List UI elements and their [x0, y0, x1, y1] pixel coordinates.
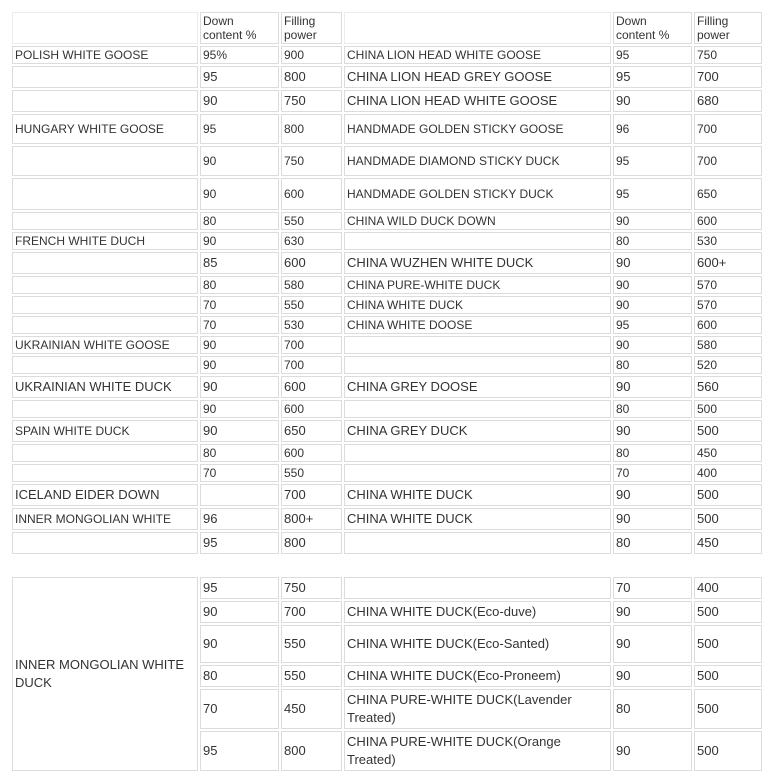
product-origin-cell: ICELAND EIDER DOWN: [12, 484, 198, 506]
china-filling-power-cell: 500: [694, 665, 762, 687]
china-product-cell: [344, 336, 611, 354]
filling-power-cell: 800+: [281, 508, 342, 530]
china-filling-power-cell: 700: [694, 114, 762, 144]
table-row: [12, 146, 762, 176]
down-content-cell: 70: [200, 316, 279, 334]
header-filling-power: Filling power: [281, 12, 342, 44]
down-content-cell: 80: [200, 212, 279, 230]
china-filling-power-cell: 600+: [694, 252, 762, 274]
china-filling-power-cell: 530: [694, 232, 762, 250]
product-origin-cell: [12, 90, 198, 112]
product-origin-cell: [12, 532, 198, 554]
filling-power-cell: 580: [281, 276, 342, 294]
china-down-content-cell: 90: [613, 336, 692, 354]
product-origin-cell: [12, 146, 198, 176]
china-product-cell: CHINA WILD DUCK DOWN: [344, 212, 611, 230]
china-product-cell: [344, 577, 611, 599]
china-down-content-cell: 90: [613, 731, 692, 771]
china-filling-power-cell: 500: [694, 400, 762, 418]
filling-power-cell: 600: [281, 444, 342, 462]
china-down-content-cell: 80: [613, 356, 692, 374]
china-filling-power-cell: 560: [694, 376, 762, 398]
table-row: [12, 376, 762, 398]
down-content-table: [10, 10, 764, 556]
china-product-cell: [344, 356, 611, 374]
filling-power-cell: 550: [281, 296, 342, 314]
china-product-cell: [344, 400, 611, 418]
china-down-content-cell: 90: [613, 90, 692, 112]
header-empty-cell: [12, 12, 198, 44]
china-product-cell: CHINA LION HEAD WHITE GOOSE: [344, 90, 611, 112]
down-content-cell: 95: [200, 577, 279, 599]
product-origin-cell: [12, 400, 198, 418]
china-filling-power-cell: 450: [694, 444, 762, 462]
filling-power-cell: 750: [281, 90, 342, 112]
filling-power-cell: 550: [281, 665, 342, 687]
china-down-content-cell: 95: [613, 178, 692, 210]
down-content-cell: 90: [200, 336, 279, 354]
china-filling-power-cell: 500: [694, 484, 762, 506]
table-row: [12, 232, 762, 250]
china-product-cell: CHINA GREY DUCK: [344, 420, 611, 442]
filling-power-cell: 750: [281, 577, 342, 599]
china-filling-power-cell: 680: [694, 90, 762, 112]
down-content-cell: 80: [200, 444, 279, 462]
china-filling-power-cell: 520: [694, 356, 762, 374]
china-filling-power-cell: 500: [694, 601, 762, 623]
china-filling-power-cell: 500: [694, 508, 762, 530]
china-product-cell: CHINA WHITE DUCK(Eco-duve): [344, 601, 611, 623]
filling-power-cell: 650: [281, 420, 342, 442]
china-down-content-cell: 90: [613, 296, 692, 314]
down-content-cell: 70: [200, 296, 279, 314]
china-product-cell: CHINA LION HEAD WHITE GOOSE: [344, 46, 611, 64]
product-origin-cell: UKRAINIAN WHITE DUCK: [12, 376, 198, 398]
china-down-content-cell: 70: [613, 577, 692, 599]
china-filling-power-cell: 600: [694, 212, 762, 230]
table-row: [12, 420, 762, 442]
down-content-cell: 90: [200, 420, 279, 442]
china-filling-power-cell: 700: [694, 146, 762, 176]
down-content-cell: 95: [200, 66, 279, 88]
china-filling-power-cell: 570: [694, 276, 762, 294]
down-content-cell: 90: [200, 376, 279, 398]
china-product-cell: CHINA WHITE DUCK: [344, 508, 611, 530]
china-product-cell: CHINA WHITE DUCK: [344, 484, 611, 506]
china-filling-power-cell: 500: [694, 689, 762, 729]
china-down-content-cell: 90: [613, 508, 692, 530]
filling-power-cell: 600: [281, 376, 342, 398]
china-product-cell: CHINA WHITE DOOSE: [344, 316, 611, 334]
china-product-cell: [344, 532, 611, 554]
filling-power-cell: 450: [281, 689, 342, 729]
table-row: [12, 508, 762, 530]
china-product-cell: [344, 464, 611, 482]
down-content-cell: [200, 484, 279, 506]
china-down-content-cell: 90: [613, 484, 692, 506]
down-content-cell: 90: [200, 400, 279, 418]
table-row: [12, 464, 762, 482]
china-product-cell: HANDMADE DIAMOND STICKY DUCK: [344, 146, 611, 176]
down-content-cell: 70: [200, 689, 279, 729]
china-down-content-cell: 90: [613, 252, 692, 274]
filling-power-cell: 700: [281, 356, 342, 374]
filling-power-cell: 800: [281, 66, 342, 88]
china-filling-power-cell: 750: [694, 46, 762, 64]
product-origin-cell: [12, 316, 198, 334]
header-row: [12, 12, 762, 44]
china-filling-power-cell: 650: [694, 178, 762, 210]
filling-power-cell: 550: [281, 464, 342, 482]
down-content-cell: 95: [200, 532, 279, 554]
filling-power-cell: 800: [281, 532, 342, 554]
product-origin-cell: SPAIN WHITE DUCK: [12, 420, 198, 442]
table-row: [12, 444, 762, 462]
china-filling-power-cell: 600: [694, 316, 762, 334]
table-row: [12, 178, 762, 210]
china-down-content-cell: 95: [613, 146, 692, 176]
table-row: [12, 316, 762, 334]
china-down-content-cell: 90: [613, 665, 692, 687]
china-down-content-cell: 95: [613, 46, 692, 64]
product-origin-cell: POLISH WHITE GOOSE: [12, 46, 198, 64]
table-row: [12, 400, 762, 418]
table-row: [12, 46, 762, 64]
china-product-cell: CHINA WHITE DUCK(Eco-Proneem): [344, 665, 611, 687]
filling-power-cell: 700: [281, 336, 342, 354]
product-origin-cell: [12, 252, 198, 274]
china-product-cell: CHINA WHITE DUCK: [344, 296, 611, 314]
table-row: [12, 66, 762, 88]
china-product-cell: [344, 232, 611, 250]
product-origin-cell: HUNGARY WHITE GOOSE: [12, 114, 198, 144]
product-origin-cell: [12, 212, 198, 230]
china-product-cell: CHINA PURE-WHITE DUCK(Lavender Treated): [344, 689, 611, 729]
filling-power-cell: 630: [281, 232, 342, 250]
china-product-cell: CHINA WHITE DUCK(Eco-Santed): [344, 625, 611, 663]
table-row: [12, 212, 762, 230]
down-content-cell: 90: [200, 356, 279, 374]
china-product-cell: CHINA WUZHEN WHITE DUCK: [344, 252, 611, 274]
down-content-cell: 90: [200, 90, 279, 112]
table-row: [12, 114, 762, 144]
header-filling-power: Filling power: [694, 12, 762, 44]
table-row: [12, 336, 762, 354]
table-row: [12, 577, 762, 599]
down-content-cell: 96: [200, 508, 279, 530]
product-origin-cell: [12, 464, 198, 482]
china-filling-power-cell: 500: [694, 420, 762, 442]
china-product-cell: CHINA PURE-WHITE DUCK(Orange Treated): [344, 731, 611, 771]
product-origin-cell: [12, 178, 198, 210]
china-down-content-cell: 80: [613, 689, 692, 729]
china-product-cell: HANDMADE GOLDEN STICKY GOOSE: [344, 114, 611, 144]
china-product-cell: CHINA PURE-WHITE DUCK: [344, 276, 611, 294]
china-filling-power-cell: 450: [694, 532, 762, 554]
china-down-content-cell: 90: [613, 276, 692, 294]
china-product-cell: CHINA GREY DOOSE: [344, 376, 611, 398]
product-origin-cell: [12, 66, 198, 88]
down-content-cell: 95%: [200, 46, 279, 64]
china-down-content-cell: 95: [613, 66, 692, 88]
header-down-content: Down content %: [613, 12, 692, 44]
down-content-cell: 90: [200, 601, 279, 623]
china-down-content-cell: 90: [613, 420, 692, 442]
table-row: [12, 252, 762, 274]
header-empty-cell: [344, 12, 611, 44]
table-row: [12, 276, 762, 294]
china-filling-power-cell: 580: [694, 336, 762, 354]
down-content-cell: 90: [200, 178, 279, 210]
filling-power-cell: 550: [281, 212, 342, 230]
filling-power-cell: 700: [281, 484, 342, 506]
filling-power-cell: 700: [281, 601, 342, 623]
china-down-content-cell: 90: [613, 601, 692, 623]
china-down-content-cell: 80: [613, 232, 692, 250]
china-filling-power-cell: 400: [694, 577, 762, 599]
china-product-cell: [344, 444, 611, 462]
table-row: [12, 532, 762, 554]
china-down-content-cell: 80: [613, 400, 692, 418]
china-down-content-cell: 80: [613, 444, 692, 462]
table-row: [12, 484, 762, 506]
down-content-cell: 95: [200, 114, 279, 144]
product-origin-cell: [12, 276, 198, 294]
china-filling-power-cell: 500: [694, 731, 762, 771]
china-down-content-cell: 90: [613, 376, 692, 398]
down-content-cell: 80: [200, 665, 279, 687]
china-filling-power-cell: 500: [694, 625, 762, 663]
china-down-content-cell: 95: [613, 316, 692, 334]
product-origin-cell: FRENCH WHITE DUCH: [12, 232, 198, 250]
down-content-cell: 85: [200, 252, 279, 274]
filling-power-cell: 600: [281, 400, 342, 418]
down-content-cell: 80: [200, 276, 279, 294]
down-content-cell: 90: [200, 146, 279, 176]
header-down-content: Down content %: [200, 12, 279, 44]
down-content-cell: 90: [200, 232, 279, 250]
filling-power-cell: 800: [281, 114, 342, 144]
china-filling-power-cell: 400: [694, 464, 762, 482]
china-down-content-cell: 96: [613, 114, 692, 144]
filling-power-cell: 550: [281, 625, 342, 663]
china-filling-power-cell: 570: [694, 296, 762, 314]
china-down-content-cell: 70: [613, 464, 692, 482]
product-origin-cell: [12, 296, 198, 314]
china-down-content-cell: 80: [613, 532, 692, 554]
product-origin-cell: INNER MONGOLIAN WHITE: [12, 508, 198, 530]
table-row: [12, 356, 762, 374]
product-origin-cell: [12, 444, 198, 462]
filling-power-cell: 530: [281, 316, 342, 334]
table-row: [12, 296, 762, 314]
down-content-cell: 95: [200, 731, 279, 771]
filling-power-cell: 600: [281, 178, 342, 210]
filling-power-cell: 600: [281, 252, 342, 274]
china-product-cell: CHINA LION HEAD GREY GOOSE: [344, 66, 611, 88]
china-down-content-cell: 90: [613, 625, 692, 663]
table-row: [12, 90, 762, 112]
treated-down-table: [10, 575, 764, 773]
down-content-cell: 70: [200, 464, 279, 482]
group-label-cell: INNER MONGOLIAN WHITE DUCK: [12, 577, 198, 771]
product-origin-cell: UKRAINIAN WHITE GOOSE: [12, 336, 198, 354]
china-filling-power-cell: 700: [694, 66, 762, 88]
filling-power-cell: 750: [281, 146, 342, 176]
down-content-cell: 90: [200, 625, 279, 663]
filling-power-cell: 900: [281, 46, 342, 64]
product-origin-cell: [12, 356, 198, 374]
filling-power-cell: 800: [281, 731, 342, 771]
china-down-content-cell: 90: [613, 212, 692, 230]
china-product-cell: HANDMADE GOLDEN STICKY DUCK: [344, 178, 611, 210]
